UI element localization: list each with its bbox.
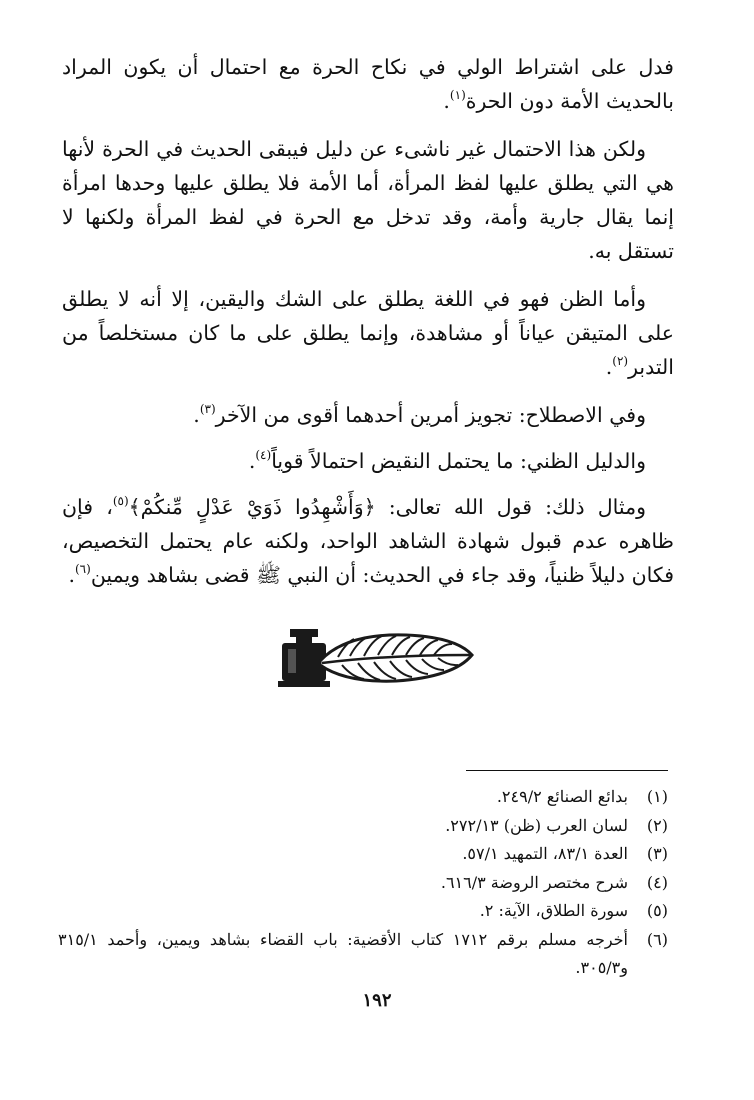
footnote-3: [58, 840, 668, 869]
footnote-number: (٢): [646, 815, 668, 835]
paragraph-2: [62, 132, 674, 268]
paragraph-6-tail: ، فإن ظاهره عدم قبول شهادة الشاهد الواحد، ولكنه عام يحتمل التخصيص، فكان دليلاً ظنياً، وقد جاء في الحديث: أن النبي ﷺ قضى بشاهد ويمين: [62, 495, 674, 587]
paragraph-4-tail: .: [193, 403, 200, 427]
paragraph-4-text: وفي الاصطلاح: تجويز أمرين أحدهما أقوى من الآخر: [215, 403, 646, 427]
footnote-ref-4: (٤): [255, 448, 272, 462]
footnote-text: بدائع الصنائع ٢٤٩/٢.: [496, 787, 628, 806]
footnote-number: (٦): [646, 929, 668, 949]
page-body: [62, 50, 674, 606]
paragraph-3-text: وأما الظن فهو في اللغة يطلق على الشك واليقين، إلا أنه لا يطلق على المتيقن عياناً أو مشاهدة، وإنما يطلق على ما كان مستخلصاً من التدبر: [62, 287, 674, 379]
paragraph-3-tail: .: [605, 355, 613, 379]
paragraph-4: [62, 398, 674, 432]
footnote-text: سورة الطلاق، الآية: ٢.: [479, 901, 628, 920]
paragraph-6-tail-2: .: [68, 563, 75, 587]
footnote-number: (٤): [646, 872, 668, 892]
footnote-text: لسان العرب (ظن) ٢٧٢/١٣.: [445, 815, 628, 835]
footnote-6: [58, 926, 668, 983]
footnote-number: (١): [646, 787, 668, 806]
footnote-ref-1: (١): [449, 88, 466, 102]
footnote-text: العدة ٨٣/١، التمهيد ٥٧/١.: [462, 844, 628, 863]
footnote-ref-5: (٥): [112, 494, 129, 508]
paragraph-1: [62, 50, 674, 118]
paragraph-3: [62, 282, 674, 384]
footnote-text: شرح مختصر الروضة ٦١٦/٣.: [440, 872, 628, 892]
footnote-4: [58, 869, 668, 898]
footnote-5: [58, 897, 668, 926]
paragraph-5: [62, 444, 674, 478]
footnote-2: [58, 812, 668, 841]
paragraph-5-tail: .: [248, 449, 256, 473]
footnote-text: أخرجه مسلم برقم ١٧١٢ كتاب الأقضية: باب القضاء بشاهد ويمين، وأحمد ٣١٥/١ و٣٠٥/٣.: [58, 929, 628, 977]
footnote-number: (٣): [646, 844, 668, 863]
paragraph-1-tail: .: [443, 89, 450, 113]
paragraph-6: [62, 490, 674, 592]
page-number: ١٩٢: [362, 990, 392, 1011]
footnote-ref-6: (٦): [74, 562, 91, 576]
paragraph-2-text: ولكن هذا الاحتمال غير ناشىء عن دليل فيبقى الحديث في الحرة لأنها هي التي يطلق عليها لفظ المرأة، أما الأمة فلا يطلق عليها وحدها امرأة إنما يقال جارية وأمة، وقد تدخل مع الحرة في لفظ المرأة ولكنها لا تستقل به.: [62, 137, 674, 263]
footnote-separator: [466, 770, 668, 771]
paragraph-5-text: والدليل الظني: ما يحتمل النقيض احتمالاً قوياً: [271, 449, 646, 473]
footnote-number: (٥): [646, 901, 668, 920]
footnote-ref-3: (٣): [199, 402, 216, 416]
inkwell-quill-ornament-icon: [276, 625, 476, 691]
footnotes: [58, 783, 668, 983]
footnote-1: [58, 783, 668, 812]
footnote-ref-2: (٢): [612, 354, 629, 368]
paragraph-6-text: ومثال ذلك: قول الله تعالى: ﴿وَأَشْهِدُوا ذَوَيْ عَدْلٍ مِّنكُمْ﴾: [128, 495, 646, 519]
paragraph-1-text: فدل على اشتراط الولي في نكاح الحرة مع احتمال أن يكون المراد بالحديث الأمة دون الحرة: [62, 55, 674, 113]
